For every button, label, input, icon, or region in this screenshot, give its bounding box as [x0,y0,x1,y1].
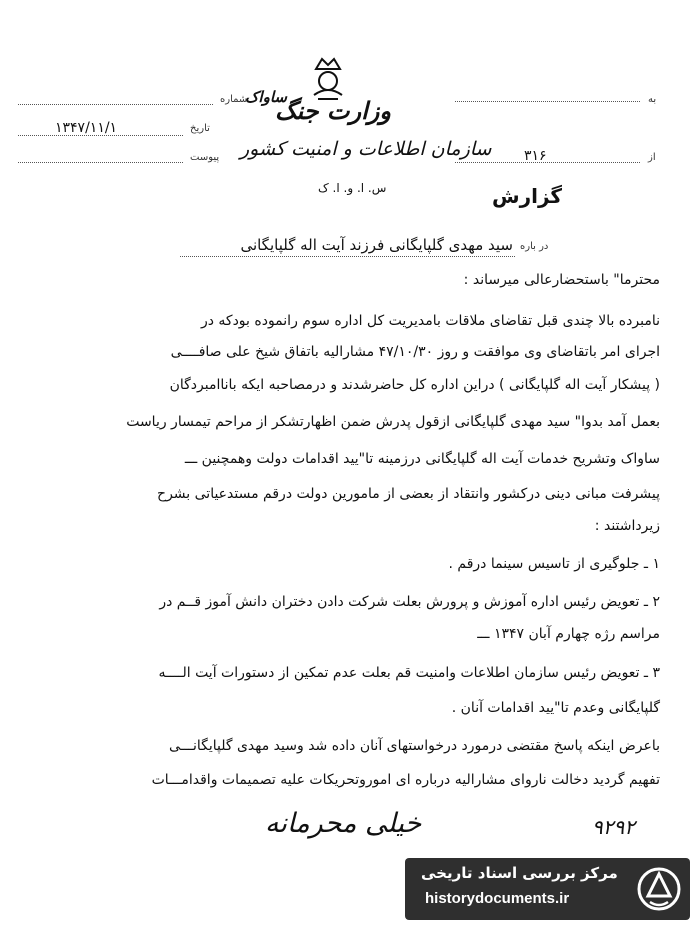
body-line: ساواک وتشریح خدمات آیت اله گلپایگانی درزمینه تا"یید اقدامات دولت وهمچنین ـــ [184,451,660,467]
to-label: به [648,94,657,105]
subject-line [180,256,515,257]
subject-label: در باره [520,241,549,252]
attachment-label: پیوست [190,152,220,163]
list-item: ۳ ـ تعویض رئیس سازمان اطلاعات وامنیت قم بعلت عدم تمکین از دستورات آیت الــــه [158,665,660,681]
list-item-continuation: گلپایگانی وعدم تا"یید اقدامات آنان . [451,700,660,716]
body-line: ( پیشکار آیت اله گلپایگانی ) دراین اداره کل حاضرشدند و درمصاحبه ایکه باناامبردگان [169,377,660,393]
list-item-continuation: مراسم رژه چهارم آبان ۱۳۴۷ ـــ [477,626,660,642]
to-line [455,101,640,102]
organization-name: سازمان اطلاعات و امنیت کشور [240,138,492,160]
archive-watermark [405,858,690,920]
body-line: محترما" باستحضارعالی میرساند : [463,272,660,288]
report-title: گزارش [492,184,563,208]
attachment-line [18,162,183,163]
body-line: زیرداشتند : [594,518,660,534]
ministry-title: وزارت جنگ [275,96,391,125]
from-value: ۳۱۶ [524,148,547,164]
body-line: اجرای امر باتقاضای وی موافقت و روز ۴۷/۱۰/۳۰ مشارالیه باتفاق شیخ علی صافــــی [170,344,660,360]
archive-logo-icon [636,866,682,912]
classification-stamp: خیلی محرمانه [265,808,422,839]
number-line [18,104,213,105]
number-label: شماره [220,94,248,105]
archive-center-name: مرکز بررسی اسناد تاریخی [421,864,618,882]
body-line: باعرض اینکه پاسخ مقتضی درمورد درخواستهای آنان داده شد وسید مهدی گلپایگانـــی [168,738,660,754]
savak-handwritten-mark: ساواک [245,88,287,106]
from-line [455,162,640,163]
body-line: نامبرده بالا چندی قبل تقاضای ملاقات بامدیریت کل اداره سوم رانموده بودکه در [200,313,660,329]
body-line: بعمل آمد بدوا" سید مهدی گلپایگانی ازقول پدرش ضمن اظهارتشکر از مراحم تیمسار ریاست [126,414,660,430]
date-line [18,135,183,136]
list-item: ۱ ـ جلوگیری از تاسیس سینما درقم . [448,556,660,572]
list-item: ۲ ـ تعویض رئیس اداره آموزش و پرورش بعلت شرکت دادن دختران دانش آموز قــم در [159,594,660,610]
archive-website: historydocuments.ir [425,890,570,907]
handwritten-number: ۹۲۹۲ [592,815,635,839]
organization-code: س. ا. و. ا. ک [318,181,387,195]
date-value: ۱۳۴۷/۱۱/۱ [55,120,118,136]
date-label: تاریخ [190,123,210,134]
body-line: پیشرفت مبانی دینی درکشور وانتقاد از بعضی از مامورین دولت درقم مستدعیاتی بشرح [157,486,660,502]
subject-value: سید مهدی گلپایگانی فرزند آیت اله گلپایگانی [240,236,513,254]
from-label: از [648,152,656,163]
body-line: تفهیم گردید دخالت ناروای مشارالیه درباره ای اموروتحریکات علیه تصمیمات واقدامـــات [151,772,660,788]
